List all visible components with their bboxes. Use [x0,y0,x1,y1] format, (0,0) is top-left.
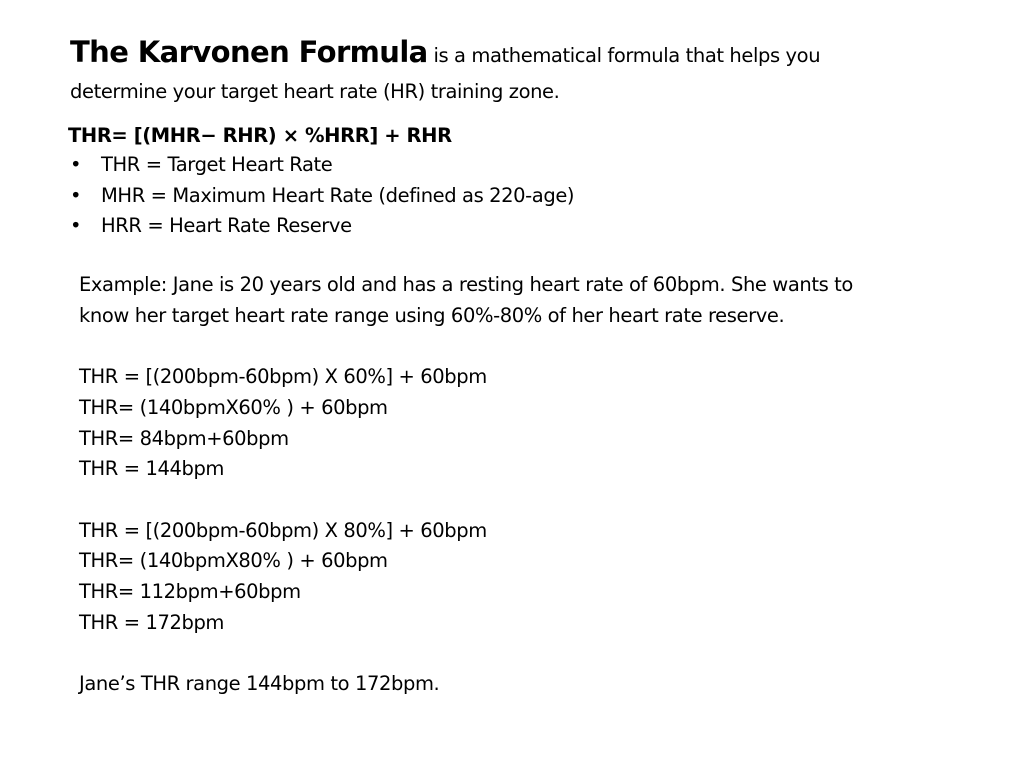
calc-line: THR= 112bpm+60bpm [79,580,301,603]
example-blank-line [79,331,959,362]
bullet-icon: • [70,183,82,207]
slide-title: The Karvonen Formula [70,35,428,69]
definition-item-thr [68,150,968,181]
intro-paragraph [70,34,970,110]
example-blank-line [79,485,959,516]
calc-result-line: THR = 144bpm [79,457,225,481]
calc-line: THR= 84bpm+60bpm [79,426,289,450]
intro-text-line2: determine your target heart rate (HR) training zone. [70,80,560,103]
definition-item-hrr [68,211,968,242]
formula: THR= [(MHR− RHR) × %HRR] + RHR [68,124,452,147]
calc-result-line: THR = 172bpm [79,610,225,634]
example-blank-line [79,638,959,669]
definition-text: THR = Target Heart Rate [101,153,333,176]
intro-text-line1: is a mathematical formula that helps you [427,44,821,67]
definition-text: MHR = Maximum Heart Rate (defined as 220-age) [101,183,575,207]
conclusion-line: Jane’s THR range 144bpm to 172bpm. [79,672,440,696]
example-section [79,270,959,700]
definition-text: HRR = Heart Rate Reserve [101,214,352,237]
example-line: Example: Jane is 20 years old and has a resting heart rate of 60bpm. She wants to [79,273,853,296]
calc-line: THR = [(200bpm-60bpm) X 80%] + 60bpm [79,518,487,542]
calc-line: THR= (140bpmX80% ) + 60bpm [79,549,388,573]
calc-line: THR = [(200bpm-60bpm) X 60%] + 60bpm [79,365,487,389]
formula-section [68,122,968,242]
bullet-icon: • [70,153,82,176]
bullet-icon: • [70,214,82,237]
definition-item-mhr [68,181,968,212]
definition-list [68,150,968,242]
example-line: know her target heart rate range using 60%-80% of her heart rate reserve. [79,303,785,327]
calc-line: THR= (140bpmX60% ) + 60bpm [79,395,388,419]
